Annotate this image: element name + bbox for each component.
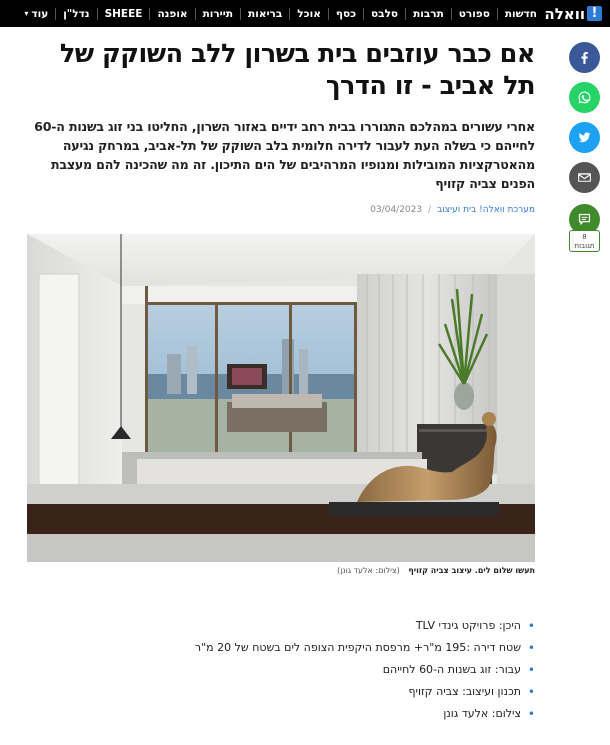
nav-item-more[interactable] (17, 8, 55, 20)
caption-text: תעשו שלום לים. עיצוב צביה קזויף (408, 566, 535, 575)
whatsapp-icon (576, 89, 593, 106)
nav-item-sport[interactable]: ספורט (451, 8, 497, 20)
nav-item-fashion[interactable]: אופנה (149, 8, 194, 20)
nav-item-health[interactable]: בריאות (240, 8, 289, 20)
article-title: אם כבר עוזבים בית בשרון ללב השוקק של תל אביב - זו הדרך (59, 39, 535, 101)
meta-separator: / (428, 205, 432, 215)
article-author-link[interactable]: מערכת וואלה! בית ועיצוב (437, 205, 535, 215)
nav-item-food[interactable]: אוכל (289, 8, 328, 20)
fact-designer: • תכנון ועיצוב: צביה קזויף (27, 686, 535, 698)
twitter-icon (576, 129, 593, 146)
nav-item-sheee[interactable]: SHEEE (97, 8, 150, 20)
facebook-share-button[interactable] (569, 42, 600, 73)
nav-item-news[interactable]: חדשות (497, 8, 544, 20)
comments-count: 8 (582, 233, 587, 241)
photo-credit: (צילום: אלעד גונן) (337, 566, 400, 575)
article-meta (27, 205, 535, 215)
nav-item-real-estate[interactable]: נדל"ן (55, 8, 96, 20)
image-caption (27, 566, 535, 575)
comments-count-badge[interactable] (569, 230, 600, 252)
logo-mark-icon: ! (587, 6, 602, 21)
fact-client: • עבור: זוג בשנות ה-60 לחייהם (27, 664, 535, 676)
article-lead: אחרי עשורים במהלכם התגוררו בבית רחב ידיים באזור השרון, החליטו בני זוג בשנות ה-60 לחייהם כי בשלה העת לעבור לדירה חלומית בלב השוקק של תל-אביב, במרחק נגיעה מהאטרקציות המובילות ומנופיו המרהיבים של הים התיכון. זה מה שהכינה להם מעצבת הפנים צביה קזויף (34, 119, 535, 191)
twitter-share-button[interactable] (569, 122, 600, 153)
fact-area: • שטח דירה :195 מ"ר+ מרפסת היקפית הצופה לים בשטח של 20 מ"ר (27, 642, 535, 654)
hero-image[interactable] (27, 234, 535, 562)
nav-item-celebs[interactable]: סלבס (363, 8, 405, 20)
top-nav (0, 0, 610, 27)
nav-menu (17, 0, 544, 27)
hero-photo (27, 234, 535, 562)
fact-location: • היכן: פרויקט גינדי TLV (27, 620, 535, 632)
facebook-icon (576, 49, 593, 66)
comments-label: תגובות (574, 242, 595, 250)
mail-share-button[interactable] (569, 162, 600, 193)
site-logo[interactable] (544, 4, 602, 23)
chevron-down-icon: ▾ (24, 8, 29, 18)
nav-item-money[interactable]: כסף (328, 8, 363, 20)
fact-photographer: • צילום: אלעד גונן (27, 708, 535, 720)
nav-more-label: עוד (31, 7, 49, 20)
article-date: 03/04/2023 (370, 205, 423, 215)
nav-item-culture[interactable]: תרבות (405, 8, 451, 20)
logo-text: וואלה (544, 4, 585, 23)
mail-icon (576, 169, 593, 186)
comment-icon (576, 211, 593, 228)
whatsapp-share-button[interactable] (569, 82, 600, 113)
project-facts (27, 620, 535, 730)
nav-item-travel[interactable]: תיירות (195, 8, 240, 20)
